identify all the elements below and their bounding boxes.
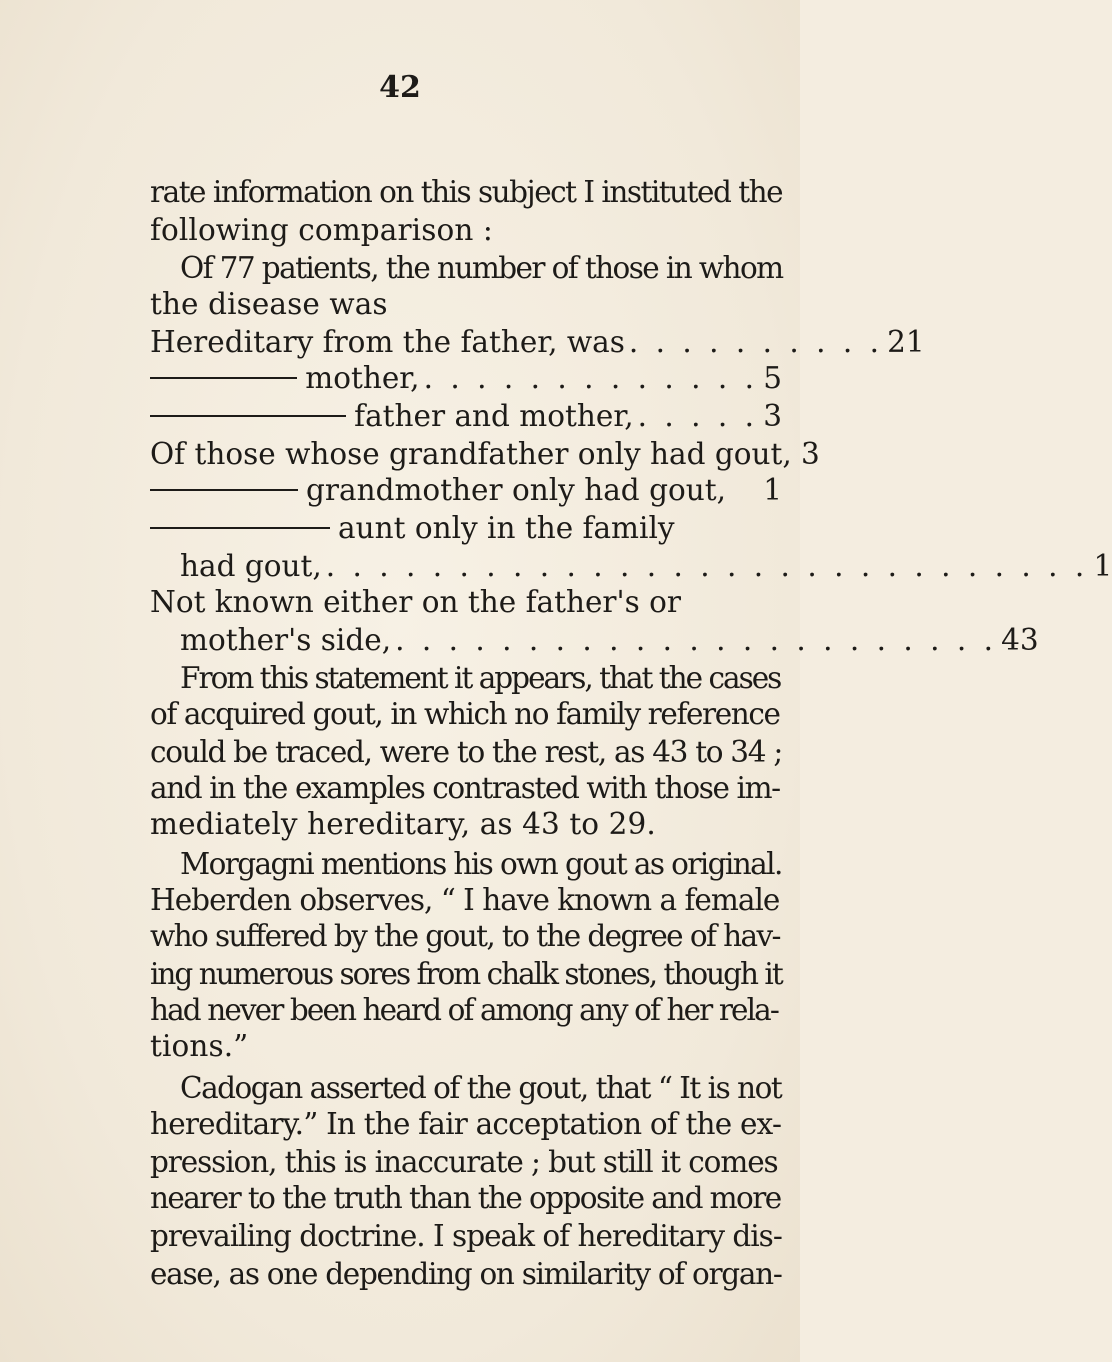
table-row-value: 21 [887,325,925,359]
table-row-label: father and mother, [354,399,634,433]
table-row [180,622,1039,658]
ditto-rule [150,415,346,417]
text-line: could be traced, were to the rest, as 43 to 34 ; [150,735,782,769]
table-row-label: mother, [305,361,420,395]
text-line: Morgagni mentions his own gout as original. [180,847,782,881]
table-row-label: grandmother only had gout, [306,473,726,507]
table-row [150,324,925,360]
table-row-value: 3 [763,399,782,433]
table-row-value: 43 [1001,623,1039,657]
table-row-label: Hereditary from the father, was [150,325,625,359]
text-line: who suffered by the gout, to the degree of hav- [150,919,780,953]
text-line: mediately hereditary, as 43 to 29. [150,807,656,841]
text-line: had never been heard of among any of her rela- [150,993,778,1027]
table-row [150,360,782,396]
table-row-label: mother's side, [180,623,392,657]
text-line: the disease was [150,287,388,321]
text-line: rate information on this subject I instituted the [150,175,783,209]
table-row [150,510,782,546]
table-row-label: Not known either on the father's or [150,585,681,619]
dot-leader: . . . . . . . . . . [628,325,884,359]
table-row-value: 1 [1093,549,1112,583]
text-line: of acquired gout, in which no family reference [150,697,780,731]
dot-leader: . . . . . . . . . . . . . [423,361,758,395]
ditto-rule [150,489,298,491]
table-row [180,548,1112,584]
table-row-value: 1 [763,473,782,507]
dot-leader: . . . . . . . . . . . . . . . . . . . . . . . . . . . . . [325,549,1089,583]
text-line: From this statement it appears, that the cases [180,661,781,695]
text-line: Heberden observes, “ I have known a female [150,883,780,917]
text-line: ease, as one depending on similarity of organ- [150,1257,782,1291]
text-line: Cadogan asserted of the gout, that “ It is not [180,1071,782,1105]
table-row-label: Of those whose grandfather only had gout, [150,437,792,471]
dot-leader: . . . . . . . . . . . . . . . . . . . . . . . [395,623,998,657]
ditto-rule [150,527,330,529]
ditto-rule [150,377,297,379]
table-row-label: had gout, [180,549,322,583]
text-line: prevailing doctrine. I speak of hereditary dis- [150,1219,782,1253]
text-line: pression, this is inaccurate ; but still it comes [150,1145,778,1179]
dot-leader: . . . . . [637,399,758,433]
text-line: tions.” [150,1029,249,1063]
page-number: 42 [379,70,421,105]
table-row [150,472,782,508]
text-line: Of 77 patients, the number of those in whom [180,251,783,285]
table-row-value: 5 [763,361,782,395]
text-line: nearer to the truth than the opposite and more [150,1181,781,1215]
text-line: ing numerous sores from chalk stones, though it [150,957,782,991]
table-row [150,398,782,434]
table-row-label: aunt only in the family [338,511,675,545]
table-row [150,436,820,472]
text-line: and in the examples contrasted with those im- [150,771,780,805]
table-row [150,584,782,620]
text-line: hereditary.” In the fair acceptation of the ex- [150,1107,782,1141]
table-row-value: 3 [801,437,820,471]
text-line: following comparison : [150,213,493,247]
